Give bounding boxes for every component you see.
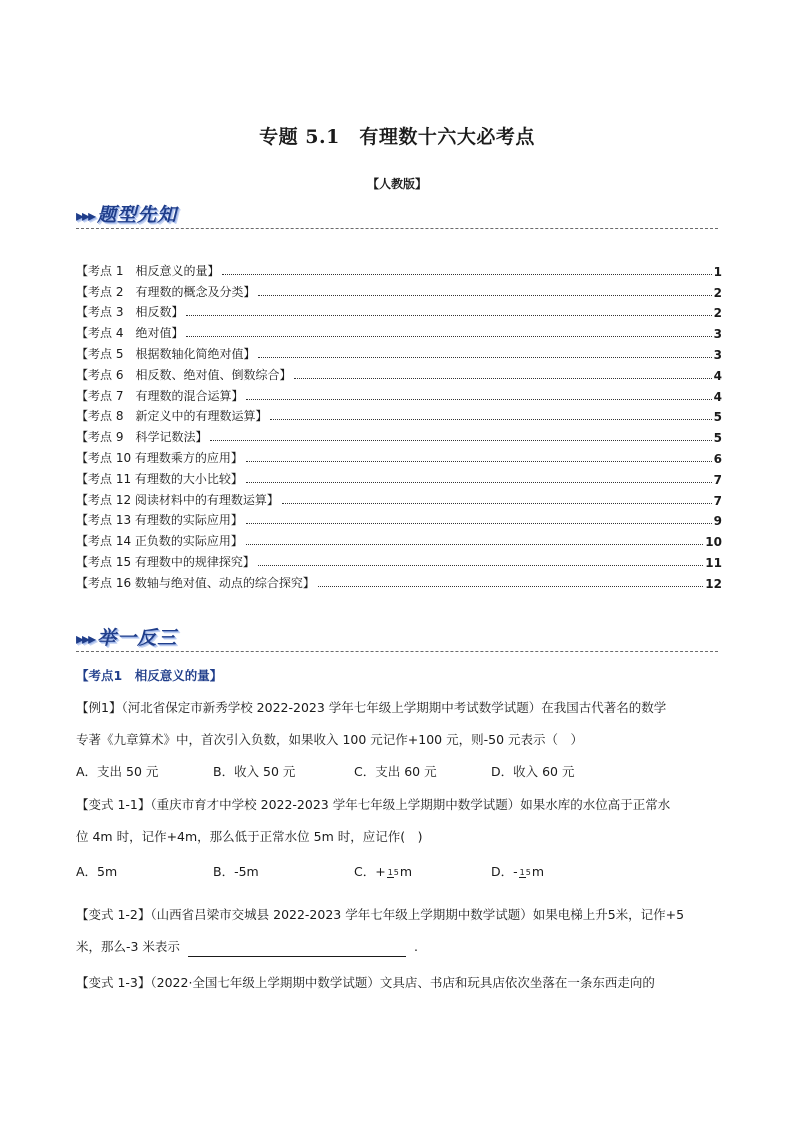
toc-entry[interactable] xyxy=(76,466,722,487)
variant-1-1-options xyxy=(76,862,722,880)
fraction-denominator: 5 xyxy=(393,867,399,877)
variant-1-1-stem xyxy=(76,794,722,847)
toc-leader-dots xyxy=(246,461,712,462)
toc-leader-dots xyxy=(222,274,711,275)
toc-entry-label: 【考点 3 相反数】 xyxy=(76,305,184,320)
toc-entry-label: 【考点 16 数轴与绝对值、动点的综合探究】 xyxy=(76,575,315,590)
toc-entry-page: 5 xyxy=(713,410,722,425)
toc-leader-dots xyxy=(210,440,711,441)
toc-entry[interactable] xyxy=(76,424,722,445)
toc-entry-page: 9 xyxy=(713,514,722,529)
variant-1-3-line-1: 【变式 1-3】（2022·全国七年级上学期期中数学试题）文具店、书店和玩具店依次坐落在一条东西走向的 xyxy=(76,975,655,990)
toc-entry[interactable] xyxy=(76,508,722,529)
toc-entry-page: 2 xyxy=(713,306,722,321)
toc-entry[interactable] xyxy=(76,549,722,570)
dashed-divider xyxy=(76,651,718,652)
example-1-line-1: 【例1】（河北省保定市新秀学校 2022-2023 学年七年级上学期期中考试数学试题）在我国古代著名的数学 xyxy=(76,700,667,715)
toc-entry-label: 【考点 13 有理数的实际应用】 xyxy=(76,513,243,528)
triple-arrow-icon: ▸▸▸ xyxy=(76,206,95,225)
toc-entry-label: 【考点 6 相反数、绝对值、倒数综合】 xyxy=(76,367,292,382)
option-d-prefix: D．- xyxy=(491,864,518,879)
toc-entry-label: 【考点 11 有理数的大小比较】 xyxy=(76,471,243,486)
toc-leader-dots xyxy=(270,419,711,420)
toc-entry[interactable] xyxy=(76,404,722,425)
toc-leader-dots xyxy=(318,586,703,587)
toc-leader-dots xyxy=(258,295,711,296)
toc-entry-label: 【考点 10 有理数乘方的应用】 xyxy=(76,450,243,465)
option-a: A．5m xyxy=(76,864,118,879)
toc-entry-label: 【考点 5 根据数轴化简绝对值】 xyxy=(76,346,256,361)
toc-leader-dots xyxy=(186,336,711,337)
toc-leader-dots xyxy=(246,523,712,524)
toc-entry-page: 7 xyxy=(713,493,722,508)
toc-entry-label: 【考点 8 新定义中的有理数运算】 xyxy=(76,409,268,424)
fraction-numerator: 1 xyxy=(387,867,393,877)
option-a: A．支出 50 元 xyxy=(76,764,159,779)
toc-leader-dots xyxy=(258,357,711,358)
toc-entry[interactable] xyxy=(76,528,722,549)
toc-entry[interactable] xyxy=(76,362,722,383)
option-b: B．收入 50 元 xyxy=(213,764,296,779)
toc-entry[interactable] xyxy=(76,487,722,508)
banner-practice xyxy=(76,623,177,650)
option-c-unit: m xyxy=(399,864,413,879)
toc-entry-page: 3 xyxy=(713,327,722,342)
section-heading: 【考点1 相反意义的量】 xyxy=(76,668,223,683)
example-1-stem xyxy=(76,697,722,750)
banner-practice-text: 举一反三 xyxy=(97,627,178,649)
option-b: B．-5m xyxy=(213,864,259,879)
toc-entry-label: 【考点 2 有理数的概念及分类】 xyxy=(76,284,256,299)
toc-entry-label: 【考点 1 相反意义的量】 xyxy=(76,263,220,278)
toc-entry-page: 4 xyxy=(713,368,722,383)
option-c: C．支出 60 元 xyxy=(354,764,437,779)
toc-entry-label: 【考点 14 正负数的实际应用】 xyxy=(76,534,243,549)
variant-1-2-stem xyxy=(76,904,722,957)
option-c-prefix: C．+ xyxy=(354,864,386,879)
toc-entry-label: 【考点 12 阅读材料中的有理数运算】 xyxy=(76,492,279,507)
toc-leader-dots xyxy=(246,482,712,483)
edition-label: 【人教版】 xyxy=(366,177,427,191)
toc-entry[interactable] xyxy=(76,258,722,279)
toc-entry-label: 【考点 15 有理数中的规律探究】 xyxy=(76,554,255,569)
toc-entry-page: 3 xyxy=(713,347,722,362)
toc-entry-label: 【考点 4 绝对值】 xyxy=(76,326,184,341)
example-1-options xyxy=(76,762,722,780)
fraction-numerator: 1 xyxy=(519,867,525,877)
toc-leader-dots xyxy=(186,315,711,316)
toc-leader-dots xyxy=(294,378,711,379)
variant-1-2-line-1: 【变式 1-2】（山西省吕梁市交城县 2022-2023 学年七年级上学期期中数学试题）如果电梯上升5米，记作+5 xyxy=(76,907,685,922)
fraction-one-fifth xyxy=(387,868,399,878)
option-c xyxy=(354,862,491,880)
banner-overview xyxy=(76,200,177,227)
dashed-divider xyxy=(76,228,718,229)
variant-1-1-line-1: 【变式 1-1】（重庆市育才中学校 2022-2023 学年七年级上学期期中数学试题）如果水库的水位高于正常水 xyxy=(76,797,671,812)
toc-entry-label: 【考点 9 科学记数法】 xyxy=(76,430,208,445)
banner-overview-text: 题型先知 xyxy=(97,204,178,226)
option-d: D．收入 60 元 xyxy=(491,764,575,779)
toc-entry-page: 6 xyxy=(713,451,722,466)
toc-entry[interactable] xyxy=(76,570,722,591)
toc-entry[interactable] xyxy=(76,445,722,466)
option-d-unit: m xyxy=(531,864,545,879)
toc-entry[interactable] xyxy=(76,383,722,404)
toc-leader-dots xyxy=(258,565,703,566)
toc-entry-label: 【考点 7 有理数的混合运算】 xyxy=(76,388,244,403)
option-d xyxy=(491,862,544,880)
toc-entry[interactable] xyxy=(76,300,722,321)
variant-1-2-line-2-text: 米，那么-3 米表示 xyxy=(76,939,180,954)
variant-1-2-line-2 xyxy=(76,936,722,957)
example-1-line-2: 专著《九章算术》中，首次引入负数，如果收入 100 元记作+100 元，则-50 元表示（ ） xyxy=(76,732,584,747)
period: . xyxy=(413,939,418,954)
fraction-denominator: 5 xyxy=(525,867,531,877)
answer-blank[interactable] xyxy=(188,942,406,957)
toc-leader-dots xyxy=(282,503,712,504)
toc-leader-dots xyxy=(246,544,703,545)
toc-entry-page: 11 xyxy=(705,555,722,570)
toc-entry[interactable] xyxy=(76,279,722,300)
page-title: 专题 5.1 有理数十六大必考点 xyxy=(259,126,535,148)
fraction-one-fifth xyxy=(519,868,531,878)
triple-arrow-icon: ▸▸▸ xyxy=(76,629,95,648)
toc-entry-page: 7 xyxy=(713,472,722,487)
toc-entry-page: 10 xyxy=(705,535,722,550)
variant-1-1-line-2: 位 4m 时，记作+4m，那么低于正常水位 5m 时，应记作( ) xyxy=(76,829,423,844)
toc-entry-page: 2 xyxy=(713,285,722,300)
table-of-contents xyxy=(76,258,722,591)
toc-entry-page: 5 xyxy=(713,431,722,446)
toc-entry[interactable] xyxy=(76,320,722,341)
toc-entry[interactable] xyxy=(76,341,722,362)
toc-entry-page: 1 xyxy=(713,264,722,279)
toc-entry-page: 12 xyxy=(705,576,722,591)
toc-leader-dots xyxy=(246,399,711,400)
toc-entry-page: 4 xyxy=(713,389,722,404)
variant-1-3-stem xyxy=(76,972,722,993)
